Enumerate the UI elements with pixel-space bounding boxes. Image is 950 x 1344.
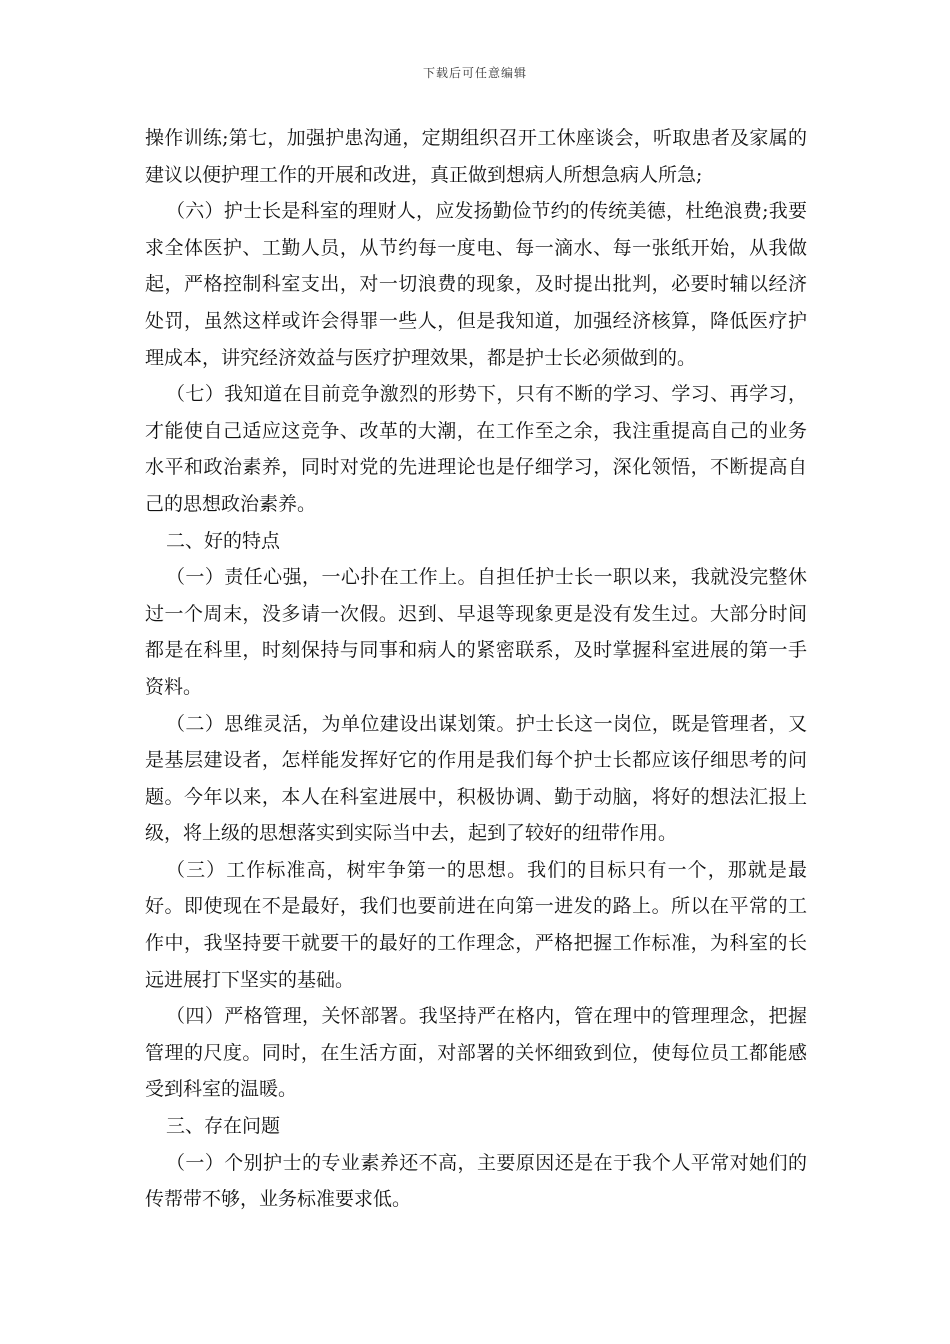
paragraph-seven: （七）我知道在目前竞争激烈的形势下，只有不断的学习、学习、再学习，才能使自己适应这竞争、改革的大潮，在工作至之余，我注重提高自己的业务水平和政治素养，同时对党的先进理论也是仔细学习，深化领悟，不断提高自己的思想政治素养。 bbox=[145, 383, 807, 515]
paragraph-strength-three: （三）工作标准高，树牢争第一的思想。我们的目标只有一个，那就是最好。即使现在不是最好，我们也要前进在向第一进发的路上。所以在平常的工作中，我坚持要干就要干的最好的工作理念，严格把握工作标准，为科室的长远进展打下坚实的基础。 bbox=[145, 858, 807, 991]
paragraph-strength-four: （四）严格管理，关怀部署。我坚持严在格内，管在理中的管理理念，把握管理的尺度。同时，在生活方面，对部署的关怀细致到位，使每位员工都能感受到科室的温暖。 bbox=[145, 1005, 807, 1101]
paragraph-strength-two: （二）思维灵活，为单位建设出谋划策。护士长这一岗位，既是管理者，又是基层建设者，怎样能发挥好它的作用是我们每个护士长都应该仔细思考的问题。今年以来，本人在科室进展中，积极协调、勤于动脑，将好的想法汇报上级，将上级的思想落实到实际当中去，起到了较好的纽带作用。 bbox=[145, 712, 807, 845]
document-body bbox=[145, 120, 807, 1218]
paragraph-strength-one: （一）责任心强，一心扑在工作上。自担任护士长一职以来，我就没完整休过一个周末，没多请一次假。迟到、早退等现象更是没有发生过。大部分时间都是在科里，时刻保持与同事和病人的紧密联系，及时掌握科室进展的第一手资料。 bbox=[145, 566, 807, 698]
section-heading-problems: 三、存在问题 bbox=[166, 1115, 281, 1138]
paragraph-problem-one: （一）个别护士的专业素养还不高，主要原因还是在于我个人平常对她们的传帮带不够，业务标准要求低。 bbox=[145, 1151, 807, 1211]
page-header: 下载后可任意编辑 bbox=[422, 66, 527, 80]
paragraph-six: （六）护士长是科室的理财人，应发扬勤俭节约的传统美德，杜绝浪费;我要求全体医护、工勤人员，从节约每一度电、每一滴水、每一张纸开始，从我做起，严格控制科室支出，对一切浪费的现象，及时提出批判，必要时辅以经济处罚，虽然这样或许会得罪一些人，但是我知道，加强经济核算，降低医疗护理成本，讲究经济效益与医疗护理效果，都是护士长必须做到的。 bbox=[145, 200, 807, 369]
section-heading-strengths: 二、好的特点 bbox=[166, 529, 281, 552]
paragraph-continued: 操作训练;第七，加强护患沟通，定期组织召开工休座谈会，听取患者及家属的建议以便护理工作的开展和改进，真正做到想病人所想急病人所急; bbox=[145, 127, 807, 186]
